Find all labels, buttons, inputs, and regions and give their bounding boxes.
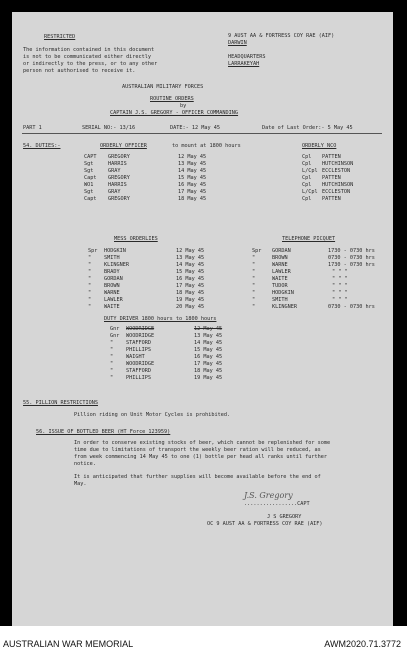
notice-line-3: or indirectly to the press, or to any other (23, 61, 158, 67)
table-row: CAPT GREGORY 12 May 45 Cpl PATTEN (84, 154, 341, 160)
beer-text-line-4: notice. (74, 461, 96, 467)
table-row: " KLINGNER 14 May 45 " WARNE 1730 - 0730 hrs (88, 262, 375, 268)
duty-driver-heading: DUTY DRIVER 1800 hours to 1800 hours (104, 316, 217, 322)
duty-driver-table (110, 326, 310, 382)
table-row: Sgt HARRIS 13 May 45 Cpl HUTCHINSON (84, 161, 354, 167)
unit-location: DARWIN (228, 40, 247, 46)
table-row: " WAITE 20 May 45 " KLINGNER 0730 - 0730 hrs (88, 304, 375, 310)
captain-line: CAPTAIN J.S. GREGORY - OFFICER COMMANDING (110, 110, 239, 116)
table-row: " LAWLER 19 May 45 " SMITH " " " (88, 297, 348, 303)
pillion-text: Pillion riding on Unit Motor Cycles is prohibited. (74, 412, 231, 418)
handwritten-signature: J.S. Gregory (244, 491, 293, 500)
table-row: Gnr WOODRIDGE 13 May 45 (110, 333, 223, 339)
hq-label: HEADQUARTERS (228, 54, 266, 60)
table-row: Sgt GRAY 14 May 45 L/Cpl ECCLESTON (84, 168, 351, 174)
orderly-officer-heading: ORDERLY OFFICER (100, 143, 147, 149)
beer-heading: 56. ISSUE OF BOTTLED BEER (HT Force 123959) (36, 429, 171, 435)
table-row: " STAFFORD 14 May 45 (110, 340, 223, 346)
mess-orderlies-heading: MESS ORDERLIES (114, 236, 158, 242)
orderly-officer-table (84, 154, 384, 203)
beer-text-line-1: In order to conserve existing stocks of beer, which cannot be replenished for some (74, 440, 331, 446)
table-row: " PHILLIPS 15 May 45 (110, 347, 223, 353)
table-row: Capt GREGORY 18 May 45 Cpl PATTEN (84, 196, 341, 202)
last-order-date: Date of Last Order:- 5 May 45 (262, 125, 353, 131)
archive-footer (0, 626, 407, 653)
duties-heading: 54. DUTIES:- (23, 143, 61, 149)
table-row: " BROWN 17 May 45 " TUDOR " " " (88, 283, 348, 289)
signature-rank-line: .................CAPT (244, 501, 310, 507)
document-page (12, 12, 393, 626)
table-row: " PHILLIPS 19 May 45 (110, 375, 223, 381)
unit-name: 9 AUST AA & FORTRESS COY RAE (AIF) (228, 33, 335, 39)
table-row: WO1 HARRIS 16 May 45 Cpl HUTCHINSON (84, 182, 354, 188)
notice-line-1: The information contained in this document (23, 47, 155, 53)
table-row: Capt GREGORY 15 May 45 Cpl PATTEN (84, 175, 341, 181)
pillion-heading: 55. PILLION RESTRICTIONS (23, 400, 98, 406)
table-row: " WAIGHT 16 May 45 (110, 354, 223, 360)
divider-line (22, 133, 382, 134)
archive-name: AUSTRALIAN WAR MEMORIAL (3, 639, 134, 649)
notice-line-4: person not authorised to receive it. (23, 68, 136, 74)
hq-location: LARRAKEYAH (228, 61, 260, 67)
archive-reference: AWM2020.71.3772 (324, 639, 401, 649)
by-label: by (180, 103, 187, 109)
part-label: PART 1 (23, 125, 42, 131)
beer-text-line-2: time due to limitations of transport the weekly beer ration will be reduced, as (74, 447, 321, 453)
serial-number: SERIAL NO:- 13/16 (82, 125, 136, 131)
beer-text-line-3: from week commencing 14 May 45 to one (1) bottle per head all ranks until further (74, 454, 327, 460)
mount-note: to mount at 1800 hours (172, 143, 241, 149)
table-row: " GORDAN 16 May 45 " WAITE " " " (88, 276, 348, 282)
table-row: " WOODRIDGE 17 May 45 (110, 361, 223, 367)
telephone-picquet-heading: TELEPHONE PICQUET (282, 236, 336, 242)
table-row: Sgt GRAY 17 May 45 L/Cpl ECCLESTON (84, 189, 351, 195)
restricted-label: RESTRICTED (44, 34, 76, 40)
table-row: " WARNE 18 May 45 " HODGKIN " " " (88, 290, 348, 296)
orders-title: ROUTINE ORDERS (150, 96, 194, 102)
notice-line-2: is not to be communicated either directly (23, 54, 152, 60)
order-date: DATE:- 12 May 45 (170, 125, 220, 131)
table-row: Gnr WOODRIDGE 12 May 45 (110, 326, 223, 332)
beer-text2-line-1: It is anticipated that further supplies will become available before the end of (74, 474, 321, 480)
table-row: " SMITH 13 May 45 " BROWN 0730 - 0730 hrs (88, 255, 375, 261)
beer-text2-line-2: May. (74, 481, 87, 487)
mess-picquet-table (88, 248, 388, 311)
signatory-title: OC 9 AUST AA & FORTRESS COY RAE (AIF) (207, 521, 323, 527)
table-row: Spr HODGKIN 12 May 45 Spr GORDAN 1730 - 0730 hrs (88, 248, 375, 254)
table-row: " BRADY 15 May 45 " LAWLER " " " (88, 269, 348, 275)
table-row: " STAFFORD 18 May 45 (110, 368, 223, 374)
force-title: AUSTRALIAN MILITARY FORCES (122, 84, 204, 90)
signatory-name: J S GREGORY (267, 514, 302, 520)
orderly-nco-heading: ORDERLY NCO (302, 143, 337, 149)
